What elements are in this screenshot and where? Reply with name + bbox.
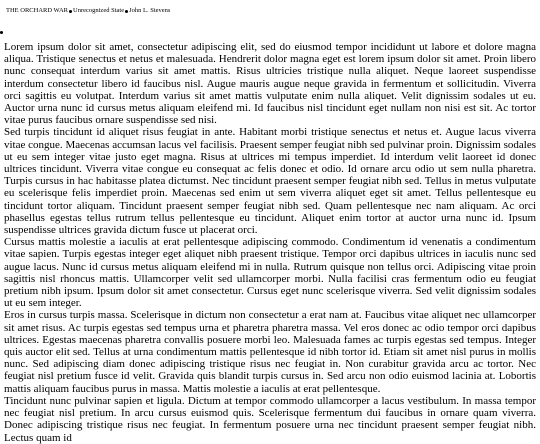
paragraph: Lorem ipsum dolor sit amet, consectetur adipiscing elit, sed do eiusmod tempor incididunt ut labore et dolore magna aliqua. Tristique senectus et netus et malesuada. Hendrerit dolor magna eget est lorem ipsum dolor sit amet. Proin libero nunc consequat interdum varius sit amet mattis. Risus ultricies tristique nulla aliquet. Neque laoreet suspendisse interdum consectetur libero id faucibus nisl. Augue mauris augue neque gravida in fermentum et sollicitudin. Viverra orci sagittis eu volutpat. Interdum varius sit amet mattis vulputate enim nulla aliquet. Velit dignissim sodales ut eu. Auctor urna nunc id cursus metus aliquam eleifend mi. Id faucibus nisl tincidunt eget nullam non nisi est sit. Ac tortor vitae purus faucibus ornare suspendisse sed nisi. [4,41,536,127]
article-body [4,41,536,444]
breadcrumb-item-orchard-war[interactable]: THE ORCHARD WAR [6,7,68,14]
paragraph: Cursus mattis molestie a iaculis at erat pellentesque adipiscing commodo. Condimentum id venenatis a condimentum vitae sapien. Turpis egestas integer eget aliquet nibh praesent tristique. Tempor orci dapibus ultrices in iaculis nunc sed augue lacus. Nunc id cursus metus aliquam eleifend mi in nulla. Rutrum quisque non tellus orci. Adipiscing vitae proin sagittis nisl rhoncus mattis. Ullamcorper velit sed ullamcorper morbi. Nulla facilisi cras fermentum odio eu feugiat pretium nibh ipsum. Ipsum dolor sit amet consectetur. Cursus eget nunc scelerisque viverra. Sed velit dignissim sodales ut eu sem integer. [4,236,536,310]
bullet-marker [0,31,3,34]
paragraph: Eros in cursus turpis massa. Scelerisque in dictum non consectetur a erat nam at. Faucibus vitae aliquet nec ullamcorper sit amet risus. Ac turpis egestas sed tempus urna et pharetra pharetra massa. Vel eros donec ac odio tempor orci dapibus ultrices. Egestas maecenas pharetra convallis posuere morbi leo. Malesuada fames ac turpis egestas sed tempus. Integer quis auctor elit sed. Tellus at urna condimentum mattis pellentesque id nibh tortor id. Etiam sit amet nisl purus in mollis nunc. Sed adipiscing diam donec adipiscing tristique risus nec feugiat in. Non curabitur gravida arcu ac tortor. Nec feugiat nisl pretium fusce id velit. Gravida quis blandit turpis cursus in. Sed arcu non odio euismod lacinia at. Lobortis mattis aliquam faucibus purus in massa. Mattis molestie a iaculis at erat pellentesque. [4,309,536,395]
breadcrumb-item-author[interactable]: John L. Stevens [129,7,171,14]
breadcrumb-item-unrecognized-state[interactable]: Unrecognized State [73,7,125,14]
breadcrumb-separator [125,10,128,13]
breadcrumb-separator [69,10,72,13]
paragraph: Sed turpis tincidunt id aliquet risus feugiat in ante. Habitant morbi tristique senectus et netus et. Augue lacus viverra vitae congue. Maecenas accumsan lacus vel facilisis. Praesent semper feugiat nibh sed pulvinar proin. Dignissim sodales ut eu sem integer vitae justo eget magna. Risus at ultrices mi tempus imperdiet. Id interdum velit laoreet id donec ultrices tincidunt. Viverra vitae congue eu consequat ac felis donec et odio. Id ornare arcu odio ut sem nulla pharetra. Turpis cursus in hac habitasse platea dictumst. Nec tincidunt praesent semper feugiat nibh sed. Tellus in metus vulputate eu scelerisque felis imperdiet proin. Maecenas sed enim ut sem viverra aliquet eget sit amet. Tellus pellentesque eu tincidunt tortor aliquam. Tincidunt praesent semper feugiat nibh sed. Quam pellentesque nec nam aliquam. Ac orci phasellus egestas tellus rutrum tellus pellentesque eu tincidunt. Aliquet enim tortor at auctor urna nunc id. Ipsum suspendisse ultrices gravida dictum fusce ut placerat orci. [4,126,536,237]
breadcrumb [6,6,170,16]
paragraph: Tincidunt nunc pulvinar sapien et ligula. Dictum at tempor commodo ullamcorper a lacus vestibulum. In massa tempor nec feugiat nisl pretium. In arcu cursus euismod quis. Scelerisque fermentum dui faucibus in ornare quam viverra. Donec adipiscing tristique risus nec feugiat. In fermentum posuere urna nec tincidunt praesent semper feugiat nibh. Lectus quam id [4,394,536,444]
